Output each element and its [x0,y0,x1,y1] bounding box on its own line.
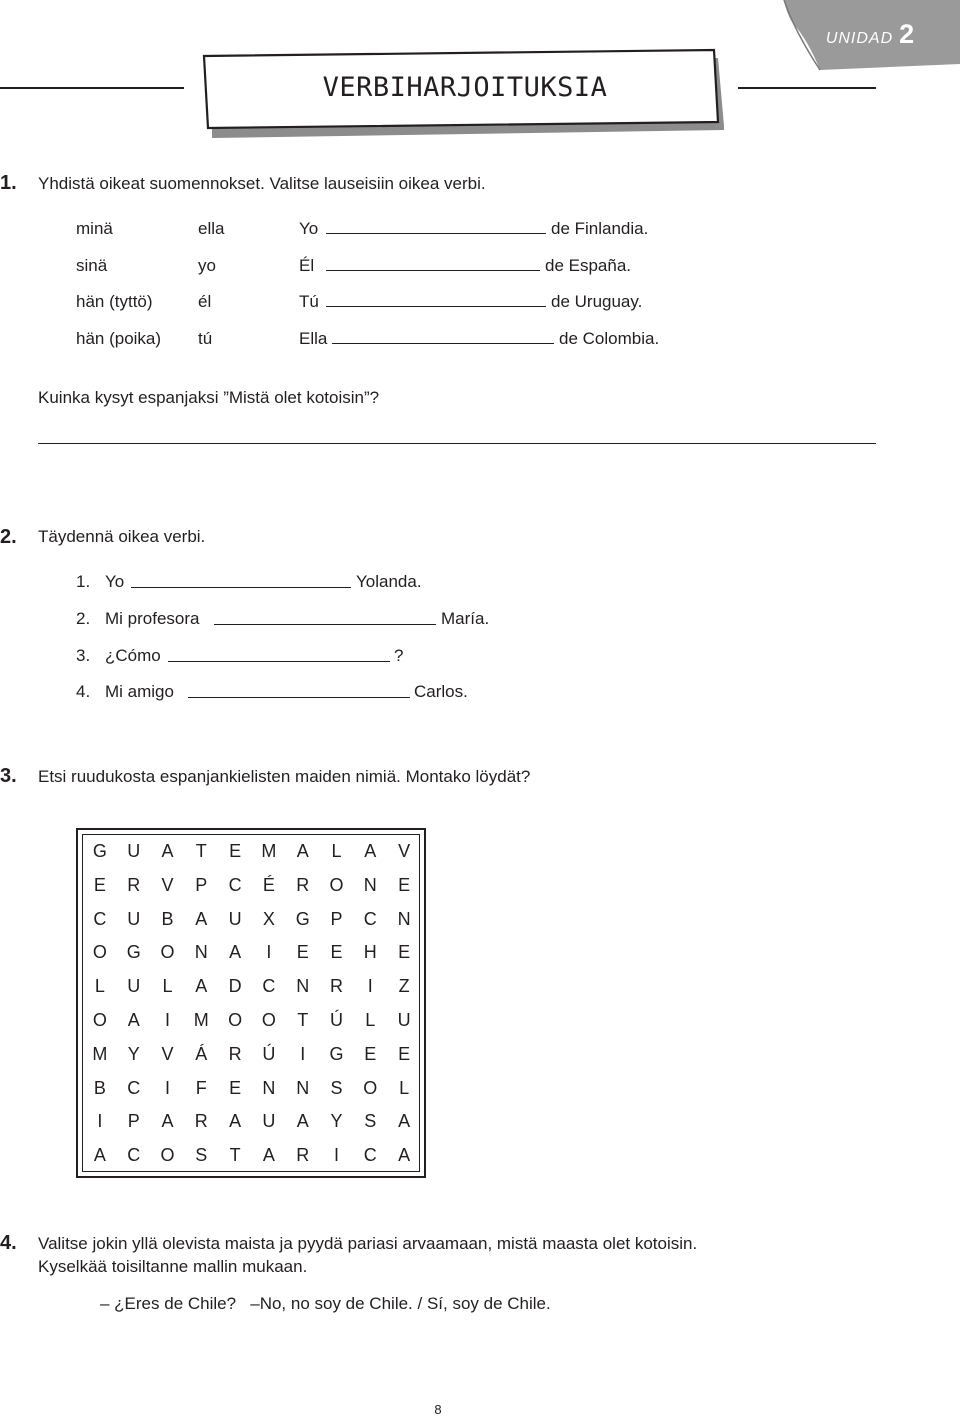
word-search-cells [82,834,420,1172]
grid-letter: T [195,841,207,861]
grid-letter: U [262,1111,276,1132]
exercise-4-header [0,1232,698,1255]
grid-letter: A [398,1145,411,1166]
item-number: 3. [76,646,91,665]
answer-blank[interactable] [131,587,351,588]
grid-letter: E [398,874,411,895]
exercise-1-header [0,172,486,195]
item-end: Carlos. [414,682,468,701]
answer-blank[interactable] [214,624,436,625]
grid-letter: G [295,908,310,929]
answer-blank[interactable] [168,661,390,662]
grid-letter: L [399,1077,410,1098]
grid-letter: I [164,1010,170,1030]
grid-letter: A [161,1111,174,1132]
grid-letter: N [397,908,411,929]
grid-letter: Y [330,1111,343,1132]
title-rule-left [0,87,184,89]
exercise-3-header [0,765,531,788]
sentence-subject: Ella [299,329,328,348]
grid-letter: U [228,908,242,929]
finnish-pronoun: minä [76,219,113,238]
grid-letter: N [296,1077,310,1098]
grid-letter: O [228,1010,243,1030]
grid-letter: M [261,841,277,861]
grid-letter: R [194,1111,208,1132]
grid-letter: V [161,874,174,895]
grid-letter: X [262,908,275,929]
grid-letter: A [398,1111,411,1132]
grid-letter: G [126,942,141,963]
grid-letter: A [161,841,174,861]
finnish-pronoun: hän (tyttö) [76,292,153,311]
answer-blank[interactable] [332,343,554,344]
grid-letter: V [398,841,411,861]
grid-letter: P [330,908,343,929]
grid-letter: C [127,1145,141,1166]
grid-letter: T [297,1010,309,1030]
item-start: ¿Cómo [105,646,161,665]
item-end: Yolanda. [356,572,422,591]
grid-letter: T [229,1145,241,1166]
grid-letter: I [333,1145,339,1166]
example-dialogue: – ¿Eres de Chile? –No, no soy de Chile. / Sí, soy de Chile. [100,1294,551,1313]
grid-letter: E [330,942,343,963]
finnish-pronoun: hän (poika) [76,329,162,348]
grid-letter: É [262,874,275,895]
grid-letter: A [195,908,208,929]
grid-letter: E [364,1043,377,1064]
item-start: Yo [105,572,125,591]
exercise-2-instruction: Täydennä oikea verbi. [38,527,206,546]
grid-letter: E [296,942,309,963]
item-number: 1. [76,572,91,591]
grid-letter: L [162,976,173,997]
grid-letter: O [329,874,344,895]
word-search-grid [76,828,426,1178]
grid-letter: Á [195,1043,208,1064]
grid-letter: S [364,1111,377,1132]
grid-letter: A [296,841,309,861]
grid-letter: M [193,1010,209,1030]
grid-letter: E [229,841,242,861]
grid-letter: E [398,1043,411,1064]
grid-letter: L [94,976,105,997]
page-title: VERBIHARJOITUKSIA [322,72,608,103]
grid-letter: L [331,841,342,861]
grid-letter: B [161,908,174,929]
grid-letter: R [296,1145,310,1166]
grid-letter: B [93,1077,106,1098]
item-number: 4. [76,682,91,701]
question-answer-line[interactable] [38,443,876,444]
title-banner [178,48,738,168]
sentence-ending: de Finlandia. [551,219,649,238]
grid-letter: A [364,841,377,861]
exercise-4-instruction-line-1: Valitse jokin yllä olevista maista ja pyydä pariasi arvaamaan, mistä maasta olet kotoisin. [38,1234,698,1253]
sentence-ending: de España. [545,256,632,275]
grid-letter: I [367,976,373,997]
grid-letter: N [296,976,310,997]
grid-letter: M [92,1043,108,1064]
grid-letter: S [195,1145,208,1166]
grid-letter: I [300,1043,306,1064]
grid-letter: Y [127,1043,140,1064]
exercise-1-instruction: Yhdistä oikeat suomennokset. Valitse lauseisiin oikea verbi. [38,174,486,193]
exercise-3-number: 3. [0,765,17,787]
grid-letter: S [330,1077,343,1098]
grid-letter: C [363,908,377,929]
grid-letter: H [363,942,377,963]
sentence-subject: Yo [299,219,319,238]
grid-letter: O [160,942,175,963]
grid-letter: Ú [329,1010,343,1030]
grid-letter: E [229,1077,242,1098]
grid-letter: R [296,874,310,895]
grid-letter: A [93,1145,106,1166]
grid-letter: P [195,874,208,895]
exercise-1-number: 1. [0,172,17,194]
grid-letter: O [363,1077,378,1098]
grid-letter: C [363,1145,377,1166]
exercise-4-number: 4. [0,1232,17,1254]
grid-letter: A [229,1111,242,1132]
grid-letter: D [228,976,242,997]
grid-letter: L [365,1010,376,1030]
spanish-pronoun: él [198,292,212,311]
grid-letter: Ú [262,1043,276,1064]
item-end: María. [441,609,490,628]
item-start: Mi profesora [105,609,200,628]
grid-letter: N [262,1077,276,1098]
grid-letter: A [229,942,242,963]
grid-letter: O [92,942,107,963]
grid-letter: V [161,1043,174,1064]
grid-letter: U [127,976,141,997]
exercise-3-instruction: Etsi ruudukosta espanjankielisten maiden nimiä. Montako löydät? [38,767,531,786]
spanish-pronoun: ella [198,219,225,238]
grid-letter: U [127,908,141,929]
grid-letter: R [329,976,343,997]
sentence-ending: de Colombia. [559,329,660,348]
grid-letter: U [397,1010,411,1030]
grid-letter: C [262,976,276,997]
spanish-pronoun: yo [198,256,216,275]
grid-letter: A [195,976,208,997]
answer-blank[interactable] [326,306,546,307]
item-end: ? [394,646,404,665]
sentence-subject: Tú [299,292,319,311]
grid-letter: U [127,841,141,861]
exercise-1-question: Kuinka kysyt espanjaksi ”Mistä olet kotoisin”? [38,388,380,407]
item-number: 2. [76,609,91,628]
grid-letter: N [194,942,208,963]
grid-letter: A [127,1010,140,1030]
grid-letter: A [296,1111,309,1132]
unit-tab [780,0,960,76]
grid-letter: G [329,1043,344,1064]
answer-blank[interactable] [326,270,540,271]
grid-letter: O [261,1010,276,1030]
grid-letter: Z [398,976,410,997]
exercise-4-instruction-line-2: Kyselkää toisiltanne mallin mukaan. [38,1257,308,1276]
sentence-subject: Él [299,256,315,275]
grid-letter: C [127,1077,141,1098]
grid-letter: N [363,874,377,895]
grid-letter: A [262,1145,275,1166]
grid-letter: I [97,1111,103,1132]
unit-word: UNIDAD [825,30,894,47]
grid-letter: I [266,942,272,963]
finnish-pronoun: sinä [76,256,108,275]
page-number: 8 [434,1402,442,1417]
grid-letter: G [92,841,107,861]
grid-letter: P [127,1111,140,1132]
grid-letter: E [398,942,411,963]
unit-label [780,14,960,54]
grid-letter: C [228,874,242,895]
grid-letter: I [164,1077,170,1098]
grid-letter: F [195,1077,207,1098]
grid-letter: O [92,1010,107,1030]
answer-blank[interactable] [188,697,410,698]
grid-letter: O [160,1145,175,1166]
grid-letter: R [228,1043,242,1064]
grid-letter: C [93,908,107,929]
exercise-2-header [0,526,206,549]
exercise-2-number: 2. [0,526,17,548]
answer-blank[interactable] [326,233,546,234]
item-start: Mi amigo [105,682,174,701]
sentence-ending: de Uruguay. [551,292,643,311]
grid-letter: R [127,874,141,895]
grid-letter: E [93,874,106,895]
unit-number: 2 [899,19,915,49]
spanish-pronoun: tú [198,329,213,348]
title-rule-right [738,87,876,89]
